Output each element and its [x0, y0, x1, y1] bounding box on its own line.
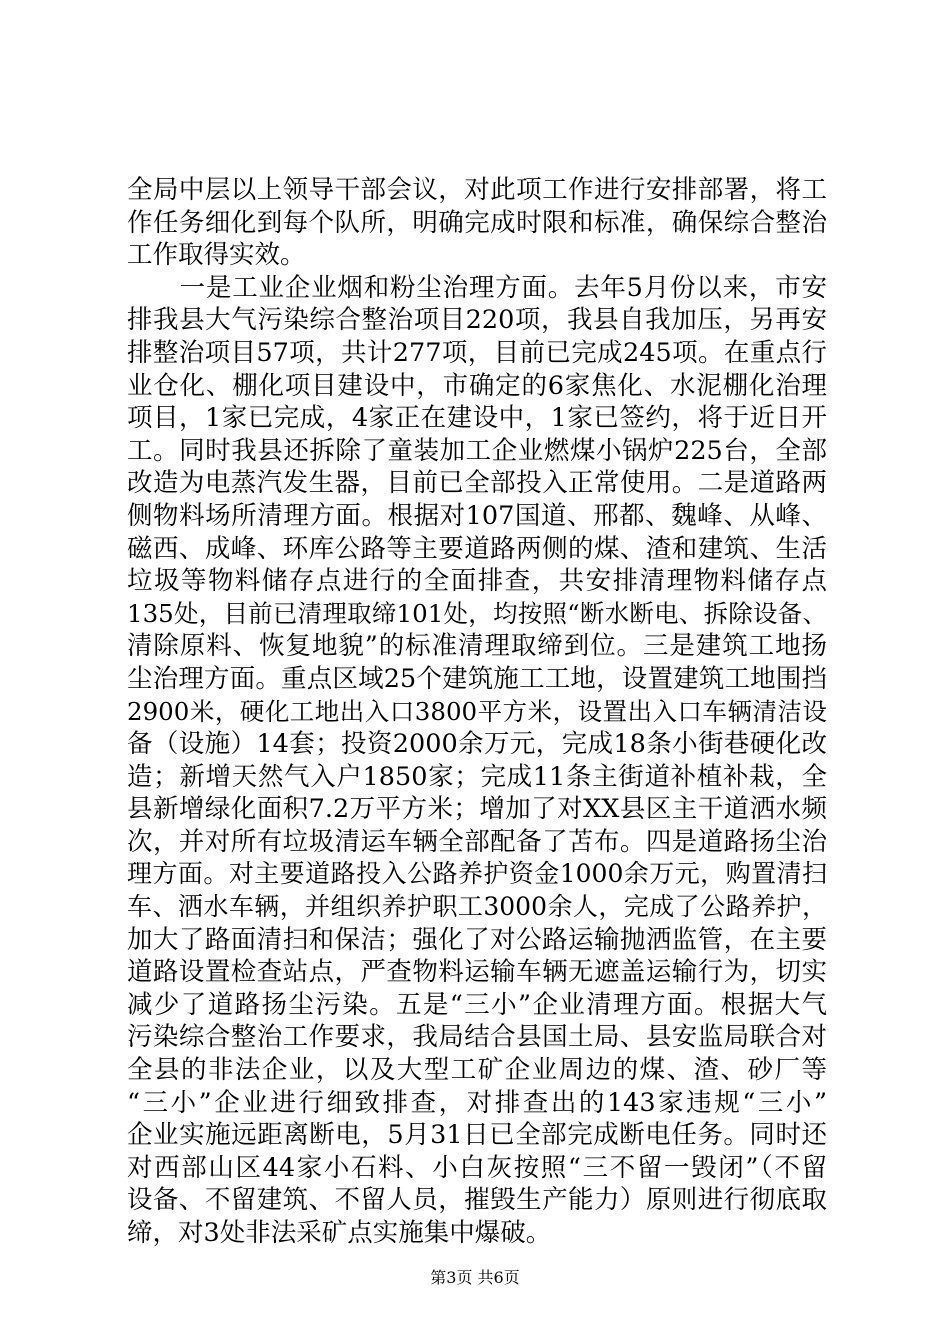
page-number-footer: 第3页 共6页	[430, 1268, 520, 1287]
text-line: 业仓化、棚化项目建设中，市确定的6家焦化、水泥棚化治理	[127, 370, 827, 401]
text-line: 企业实施远距离断电，5月31日已全部完成断电任务。同时还	[127, 1120, 827, 1151]
text-line: 磁西、成峰、环库公路等主要道路两侧的煤、渣和建筑、生活	[127, 533, 827, 564]
text-line: 作任务细化到每个队所，明确完成时限和标准，确保综合整治	[127, 207, 827, 238]
text-line: 减少了道路扬尘污染。五是“三小”企业清理方面。根据大气	[127, 989, 827, 1020]
text-line: 全县的非法企业，以及大型工矿企业周边的煤、渣、砂厂等	[127, 1055, 827, 1086]
text-line: 车、洒水车辆，并组织养护职工3000余人，完成了公路养护，	[127, 892, 827, 922]
text-line: 项目，1家已完成，4家正在建设中，1家已签约，将于近日开	[127, 403, 827, 434]
text-line: 2900米，硬化工地出入口3800平方米，设置出入口车辆清洁设	[127, 696, 827, 726]
text-line: 清除原料、恢复地貌”的标准清理取缔到位。三是建筑工地扬	[127, 631, 827, 662]
text-line: 道路设置检查站点，严查物料运输车辆无遮盖运输行为，切实	[127, 957, 827, 988]
text-line: 县新增绿化面积7.2万平方米；增加了对XX县区主干道洒水频	[127, 794, 827, 825]
text-line: 全局中层以上领导干部会议，对此项工作进行安排部署，将工	[127, 175, 827, 205]
text-line: 尘治理方面。重点区域25个建筑施工工地，设置建筑工地围挡	[127, 663, 827, 694]
text-line: 工。同时我县还拆除了童装加工企业燃煤小锅炉225台，全部	[127, 435, 827, 466]
text-line: 侧物料场所清理方面。根据对107国道、邢都、魏峰、从峰、	[127, 500, 827, 531]
text-line: 理方面。对主要道路投入公路养护资金1000余万元，购置清扫	[127, 859, 827, 889]
text-line: 次，并对所有垃圾清运车辆全部配备了苫布。四是道路扬尘治	[127, 826, 827, 857]
text-line: 垃圾等物料储存点进行的全面排查，共安排清理物料储存点	[127, 566, 827, 597]
text-line: 污染综合整治工作要求，我局结合县国土局、县安监局联合对	[127, 1022, 827, 1053]
document-body	[127, 174, 827, 1250]
text-line: 缔，对3处非法采矿点实施集中爆破。	[127, 1218, 552, 1248]
text-line: 排我县大气污染综合整治项目220项，我县自我加压，另再安	[127, 305, 827, 336]
text-line: 工作取得实效。	[127, 240, 306, 271]
text-line: 备（设施）14套；投资2000余万元，完成18条小街巷硬化改	[127, 729, 827, 760]
text-line: 一是工业企业烟和粉尘治理方面。去年5月份以来，市安	[127, 272, 827, 303]
text-line: 排整治项目57项，共计277项，目前已完成245项。在重点行	[127, 337, 827, 368]
text-line: 设备、不留建筑、不留人员，摧毁生产能力）原则进行彻底取	[127, 1185, 827, 1216]
text-line: 135处，目前已清理取缔101处，均按照“断水断电、拆除设备、	[127, 598, 827, 628]
text-line: 造；新增天然气入户1850家；完成11条主街道补植补栽，全	[127, 761, 827, 792]
text-line: 加大了路面清扫和保洁；强化了对公路运输抛洒监管，在主要	[127, 924, 827, 955]
text-line: 对西部山区44家小石料、小白灰按照“三不留一毁闭”（不留	[127, 1152, 827, 1183]
text-line: “三小”企业进行细致排查，对排查出的143家违规“三小”	[127, 1087, 827, 1118]
text-line: 改造为电蒸汽发生器，目前已全部投入正常使用。二是道路两	[127, 468, 827, 499]
